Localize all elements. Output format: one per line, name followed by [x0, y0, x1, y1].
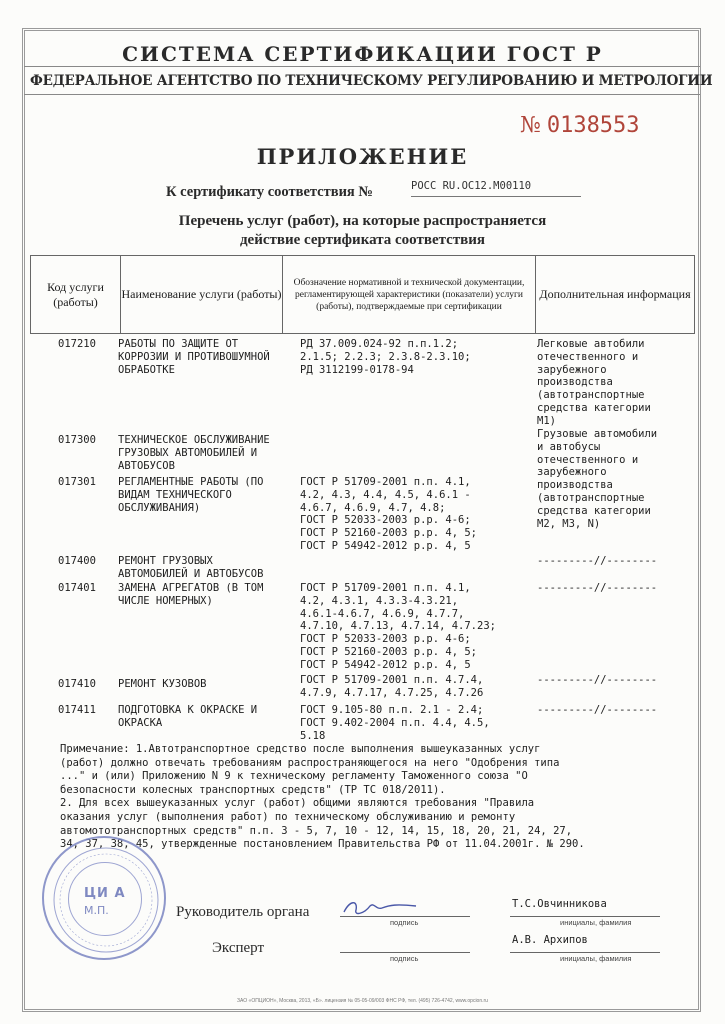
- note-text: Примечание: 1.Автотранспортное средство после выполнения вышеуказанных услуг (работ) должно отвечать требованиям распространяющегося на него "Одобрения типа ..." и (или) Приложению N 9 к техническому регламенту Таможенного союза "О безопасности колесных транспортных средств" (ТР ТС 018/2011). 2. Для всех вышеуказанных услуг (работ) общими являются требования "Правила оказания услуг (выполнения работ) по техническому обслуживанию и ремонту автомототранспортных средств" п.п. 3 - 5, 7, 10 - 12, 14, 15, 18, 20, 21, 24, 27, 34, 37, 38, 45, утвержденные постановлением Правительства РФ от 11.04.2001г. № 290.: [60, 743, 585, 851]
- number-sign: №: [520, 113, 541, 138]
- head-name: Т.С.Овчинникова: [512, 898, 607, 910]
- stamp-center-text: ЦИ А: [84, 886, 126, 901]
- serial-number: [520, 113, 640, 138]
- row-info: ---------//--------: [537, 555, 658, 567]
- header-docs: Обозначение нормативной и технической документации, регламентирующей характеристики (показатели) услуги (работы), подтверждаемые при сертификации: [283, 256, 536, 333]
- head-signature-caption: подпись: [390, 918, 419, 927]
- row-name: РЕМОНТ ГРУЗОВЫХ АВТОМОБИЛЕЙ И АВТОБУСОВ: [118, 555, 264, 580]
- row-code: 017410: [58, 678, 96, 690]
- row-docs: ГОСТ Р 51709-2001 п.п. 4.1, 4.2, 4.3.1, 4.3.3-4.3.21, 4.6.1-4.6.7, 4.6.9, 4.7.7, 4.7.10, 4.7.13, 4.7.14, 4.7.23; ГОСТ Р 52033-2003 р.р. 4-6; ГОСТ Р 52160-2003 р.р. 4, 5; ГОСТ Р 54942-2012 р.р. 4, 5: [300, 582, 496, 671]
- expert-signature-line: [340, 952, 470, 953]
- row-code: 017301: [58, 476, 96, 488]
- row-docs: РД 37.009.024-92 п.п.1.2; 2.1.5; 2.2.3; 2.3.8-2.3.10; РД 3112199-0178-94: [300, 338, 471, 376]
- header-divider-top: [24, 66, 700, 67]
- row-code: 017401: [58, 582, 96, 594]
- expert-name-line: [510, 952, 660, 953]
- row-code: 017210: [58, 338, 96, 350]
- expert-name: А.В. Архипов: [512, 934, 588, 946]
- row-name: РЕГЛАМЕНТНЫЕ РАБОТЫ (ПО ВИДАМ ТЕХНИЧЕСКОГО ОБСЛУЖИВАНИЯ): [118, 476, 264, 514]
- head-of-body-label: Руководитель органа: [176, 904, 310, 920]
- row-info: ---------//--------: [537, 674, 658, 686]
- row-docs: ГОСТ Р 51709-2001 п.п. 4.1, 4.2, 4.3, 4.4, 4.5, 4.6.1 - 4.6.7, 4.6.9, 4.7, 4.8; ГОСТ Р 52033-2003 р.р. 4-6; ГОСТ Р 52160-2003 р.р. 4, 5; ГОСТ Р 54942-2012 р.р. 4, 5: [300, 476, 478, 552]
- head-name-caption: инициалы, фамилия: [560, 918, 632, 927]
- row-name: ЗАМЕНА АГРЕГАТОВ (В ТОМ ЧИСЛЕ НОМЕРНЫХ): [118, 582, 264, 607]
- certificate-number: РОСС RU.ОС12.М00110: [411, 176, 581, 197]
- appendix-title: ПРИЛОЖЕНИЕ: [256, 144, 469, 169]
- services-list-title-line2: действие сертификата соответствия: [239, 232, 486, 248]
- row-info: ---------//--------: [537, 582, 658, 594]
- printer-footer: ЗАО «ОПЦИОН», Москва, 2013, «Б». лицензия № 05-05-09/003 ФНС РФ, тел. (495) 726-4742, www.opcion.ru: [237, 998, 488, 1004]
- services-list-title: [30, 212, 695, 250]
- certificate-label: К сертификату соответствия №: [166, 184, 373, 200]
- header-divider-bottom: [24, 94, 700, 95]
- row-docs: ГОСТ 9.105-80 п.п. 2.1 - 2.4; ГОСТ 9.402-2004 п.п. 4.4, 4.5, 5.18: [300, 704, 490, 742]
- row-name: ПОДГОТОВКА К ОКРАСКЕ И ОКРАСКА: [118, 704, 258, 729]
- agency-title: ФЕДЕРАЛЬНОЕ АГЕНТСТВО ПО ТЕХНИЧЕСКОМУ РЕГУЛИРОВАНИЮ И МЕТРОЛОГИИ: [30, 73, 713, 89]
- row-code: 017411: [58, 704, 96, 716]
- row-name: ТЕХНИЧЕСКОЕ ОБСЛУЖИВАНИЕ ГРУЗОВЫХ АВТОМОБИЛЕЙ И АВТОБУСОВ: [118, 434, 270, 472]
- stamp-mp: М.П.: [84, 904, 109, 917]
- head-signature-icon: [340, 896, 420, 920]
- expert-name-caption: инициалы, фамилия: [560, 954, 632, 963]
- serial-value: 0138553: [546, 113, 640, 138]
- row-code: 017300: [58, 434, 96, 446]
- header-name: Наименование услуги (работы): [121, 256, 283, 333]
- expert-signature-caption: подпись: [390, 954, 419, 963]
- row-name: РАБОТЫ ПО ЗАЩИТЕ ОТ КОРРОЗИИ И ПРОТИВОШУМНОЙ ОБРАБОТКЕ: [118, 338, 270, 376]
- system-title: СИСТЕМА СЕРТИФИКАЦИИ ГОСТ Р: [122, 42, 603, 66]
- row-code: 017400: [58, 555, 96, 567]
- table-header: [30, 255, 695, 334]
- row-info: Грузовые автомобили и автобусы отечественного и зарубежного производства (автотранспортные средства категории М2, М3, N): [537, 428, 658, 530]
- services-list-title-line1: Перечень услуг (работ), на которые распространяется: [178, 213, 547, 229]
- certification-stamp: [42, 836, 166, 960]
- head-name-line: [510, 916, 660, 917]
- header-code: Код услуги (работы): [31, 256, 121, 333]
- row-docs: ГОСТ Р 51709-2001 п.п. 4.7.4, 4.7.9, 4.7.17, 4.7.25, 4.7.26: [300, 674, 484, 699]
- row-info: Легковые автобили отечественного и зарубежного производства (автотранспортные средства категории М1): [537, 338, 651, 427]
- row-name: РЕМОНТ КУЗОВОВ: [118, 678, 207, 690]
- header-info: Дополнительная информация: [539, 287, 691, 301]
- row-info: ---------//--------: [537, 704, 658, 716]
- expert-label: Эксперт: [212, 940, 265, 956]
